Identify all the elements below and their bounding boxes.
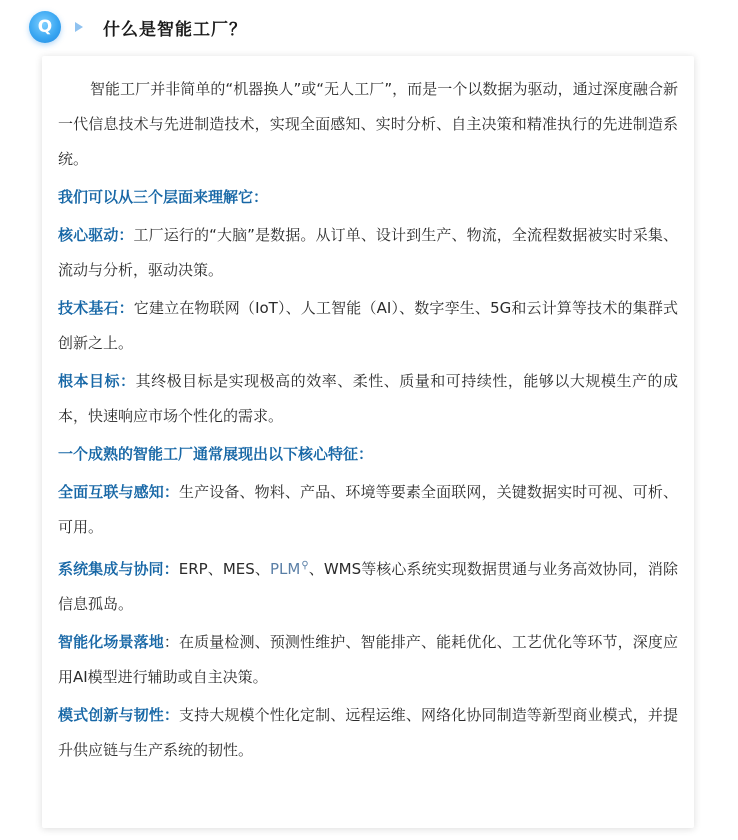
list-item-system-integration (58, 548, 678, 622)
section-heading-features: 一个成熟的智能工厂通常展现出以下核心特征： (58, 445, 374, 463)
item-term: 全面互联与感知： (58, 483, 179, 501)
item-text: 工厂运行的“大脑”是数据。从订单、设计到生产、物流，全流程数据被实时采集、流动与分析，驱动决策。 (58, 226, 678, 279)
item-term: 根本目标： (58, 372, 136, 390)
question-badge-icon: Q (29, 11, 61, 43)
section-heading-levels: 我们可以从三个层面来理解它： (58, 188, 269, 206)
list-item-tech-foundation (58, 291, 678, 361)
item-text: 它建立在物联网（IoT）、人工智能（AI）、数字孪生、5G和云计算等技术的集群式创新之上。 (58, 299, 678, 352)
item-term: 智能化场景落地 (58, 633, 164, 651)
item-text: 生产设备、物料、产品、环境等要素全面联网，关键数据实时可视、可析、可用。 (58, 483, 678, 536)
list-item-smart-scenarios (58, 625, 678, 695)
item-text-after: 、WMS等核心系统实现数据贯通与业务高效协同，消除信息孤岛。 (58, 560, 678, 613)
content-card (42, 56, 694, 828)
section-header (29, 8, 247, 46)
item-text: ：在质量检测、预测性维护、智能排产、能耗优化、工艺优化等环节，深度应用AI模型进行辅助或自主决策。 (58, 633, 678, 686)
triangle-arrow-icon (75, 22, 83, 32)
item-text: 支持大规模个性化定制、远程运维、网络化协同制造等新型商业模式，并提升供应链与生产系统的韧性。 (58, 706, 678, 759)
item-term: 系统集成与协同： (58, 560, 179, 578)
list-item-fundamental-goal (58, 364, 678, 434)
list-item-model-innovation (58, 698, 678, 768)
item-term: 模式创新与韧性： (58, 706, 179, 724)
item-text: 其终极目标是实现极高的效率、柔性、质量和可持续性，能够以大规模生产的成本，快速响应市场个性化的需求。 (58, 372, 678, 425)
page-title: 什么是智能工厂？ (103, 19, 247, 40)
plm-search-link[interactable]: PLM (269, 560, 301, 578)
item-term: 技术基石： (58, 299, 134, 317)
list-item-core-driver (58, 218, 678, 288)
intro-paragraph: 智能工厂并非简单的“机器换人”或“无人工厂”，而是一个以数据为驱动，通过深度融合新一代信息技术与先进制造技术，实现全面感知、实时分析、自主决策和精准执行的先进制造系统。 (58, 80, 678, 168)
list-item-interconnection (58, 475, 678, 545)
item-term: 核心驱动： (58, 226, 134, 244)
search-icon[interactable]: ⚲ (301, 560, 309, 571)
item-text-before: ERP、MES、 (178, 560, 270, 578)
